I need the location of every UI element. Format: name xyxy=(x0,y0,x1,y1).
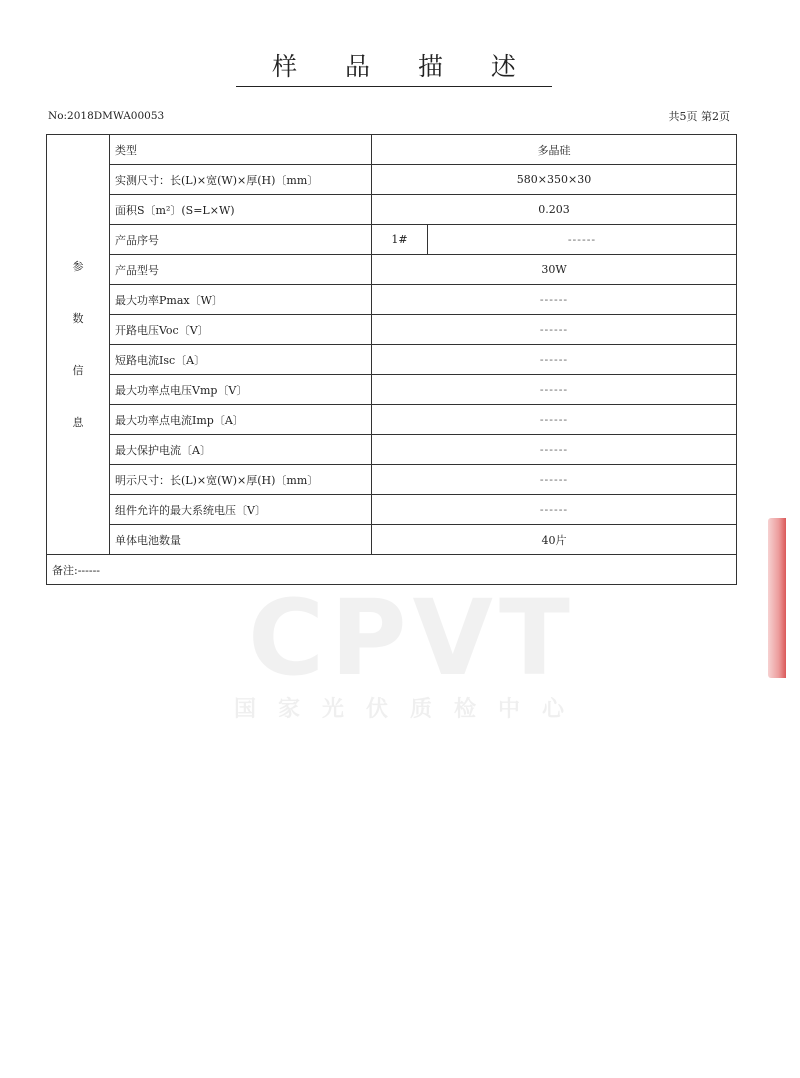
row-value: ------ xyxy=(372,405,737,435)
table-row xyxy=(47,165,737,195)
row-value: ------ xyxy=(372,315,737,345)
category-char: 息 xyxy=(72,415,84,429)
table-row xyxy=(47,525,737,555)
row-label: 最大保护电流〔A〕 xyxy=(110,435,372,465)
table-row xyxy=(47,225,737,255)
remark-row xyxy=(47,555,737,585)
row-label: 组件允许的最大系统电压〔V〕 xyxy=(110,495,372,525)
row-label: 单体电池数量 xyxy=(110,525,372,555)
category-char: 参 xyxy=(72,259,84,273)
table-row xyxy=(47,315,737,345)
row-value: ------ xyxy=(372,285,737,315)
table-row xyxy=(47,465,737,495)
row-value: 30W xyxy=(372,255,737,285)
table-row xyxy=(47,255,737,285)
table-row xyxy=(47,285,737,315)
row-value-serial: 1# xyxy=(372,225,428,255)
sample-description-table xyxy=(46,134,737,585)
table-row xyxy=(47,405,737,435)
page-info: 共5页 第2页 xyxy=(668,110,730,123)
row-value: ------ xyxy=(372,375,737,405)
watermark-logo: CPVT xyxy=(248,577,576,699)
watermark-subtitle: 国家光伏质检中心 xyxy=(233,697,586,722)
row-label: 明示尺寸：长(L)×宽(W)×厚(H)〔mm〕 xyxy=(110,465,372,495)
row-label: 实测尺寸：长(L)×宽(W)×厚(H)〔mm〕 xyxy=(110,165,372,195)
row-value: 0.203 xyxy=(372,195,737,225)
row-label: 产品序号 xyxy=(110,225,372,255)
row-label: 短路电流Isc〔A〕 xyxy=(110,345,372,375)
red-seal-stamp-edge xyxy=(768,518,786,678)
remark-text: 备注:------ xyxy=(47,555,737,585)
table-row xyxy=(47,135,737,165)
category-char: 信 xyxy=(72,363,84,377)
category-char: 数 xyxy=(72,311,84,325)
row-value: 多晶硅 xyxy=(372,135,737,165)
row-value: ------ xyxy=(372,435,737,465)
category-cell xyxy=(47,135,110,555)
row-value: ------ xyxy=(372,345,737,375)
row-label: 产品型号 xyxy=(110,255,372,285)
row-label: 面积S〔m²〕(S=L×W) xyxy=(110,195,372,225)
row-value: ------ xyxy=(372,465,737,495)
table-row xyxy=(47,375,737,405)
table-row xyxy=(47,345,737,375)
page-title: 样 品 描 述 xyxy=(236,48,552,87)
table-row xyxy=(47,195,737,225)
table-row xyxy=(47,435,737,465)
row-value: ------ xyxy=(372,495,737,525)
document-number: No:2018DMWA00053 xyxy=(48,110,165,122)
table-row xyxy=(47,495,737,525)
row-label: 最大功率点电压Vmp〔V〕 xyxy=(110,375,372,405)
row-value: 580×350×30 xyxy=(372,165,737,195)
row-value-serial-detail: ------ xyxy=(428,225,737,255)
row-value: 40片 xyxy=(372,525,737,555)
row-label: 类型 xyxy=(110,135,372,165)
row-label: 最大功率Pmax〔W〕 xyxy=(110,285,372,315)
row-label: 开路电压Voc〔V〕 xyxy=(110,315,372,345)
row-label: 最大功率点电流Imp〔A〕 xyxy=(110,405,372,435)
